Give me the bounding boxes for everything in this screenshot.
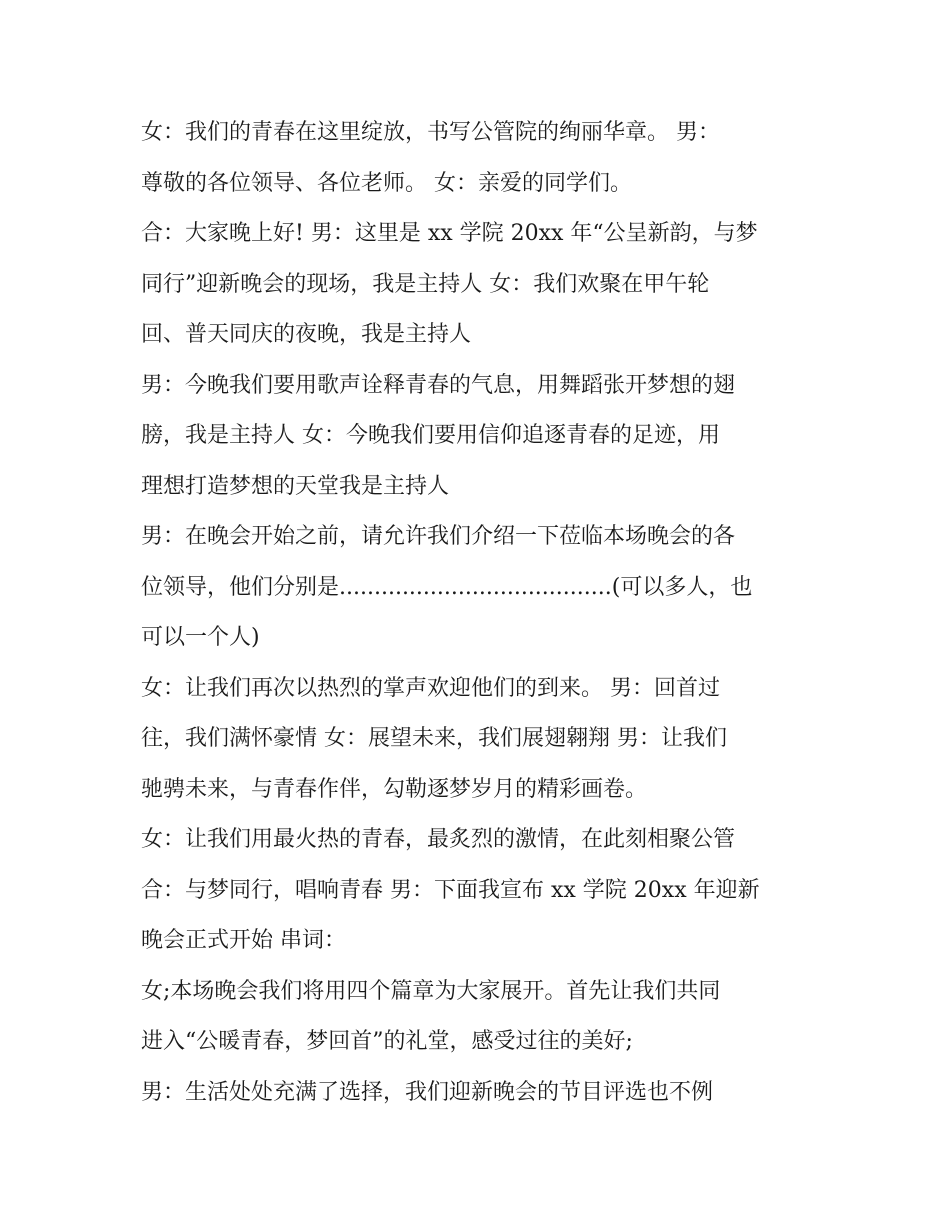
text-line: 同行”迎新晚会的现场，我是主持人 女：我们欢聚在甲午轮: [141, 271, 710, 297]
text-line: 女：让我们用最火热的青春，最炙烈的激情，在此刻相聚公管: [141, 827, 736, 852]
text-line: 男：在晚会开始之前，请允许我们介绍一下莅临本场晚会的各: [141, 524, 736, 549]
text-line: 回、普天同庆的夜晚，我是主持人: [141, 322, 472, 347]
text-line: 男：今晚我们要用歌声诠释青春的气息，用舞蹈张开梦想的翅: [141, 372, 736, 398]
text-line: 晚会正式开始 串词：: [141, 928, 346, 953]
text-line: 女;本场晚会我们将用四个篇章为大家展开。首先让我们共同: [141, 978, 721, 1004]
text-line: 驰骋未来，与青春作伴，勾勒逐梦岁月的精彩画卷。: [141, 776, 648, 802]
document-body: [141, 108, 821, 1118]
text-line: 位领导，他们分别是.......................................(可以多人，也: [141, 574, 753, 600]
text-line: 女：我们的青春在这里绽放，书写公管院的绚丽华章。 男：: [141, 120, 720, 145]
text-line: 合：与梦同行，唱响青春 男：下面我宣布 xx 学院 20xx 年迎新: [141, 877, 760, 903]
text-line: 尊敬的各位领导、各位老师。 女：亲爱的同学们。: [141, 170, 632, 196]
text-line: 女：让我们再次以热烈的掌声欢迎他们的到来。 男：回首过: [141, 675, 720, 701]
text-line: 理想打造梦想的天堂我是主持人: [141, 473, 450, 499]
text-line: 进入“公暖青春，梦回首”的礼堂，感受过往的美好;: [141, 1029, 633, 1054]
text-line: 膀，我是主持人 女：今晚我们要用信仰追逐青春的足迹，用: [141, 423, 720, 448]
text-line: 男：生活处处充满了选择，我们迎新晚会的节目评选也不例: [141, 1079, 714, 1105]
text-line: 可以一个人): [141, 625, 260, 650]
text-line: 往，我们满怀豪情 女：展望未来，我们展翅翱翔 男：让我们: [141, 726, 727, 751]
text-line: 合：大家晚上好! 男：这里是 xx 学院 20xx 年“公呈新韵，与梦: [141, 221, 758, 246]
